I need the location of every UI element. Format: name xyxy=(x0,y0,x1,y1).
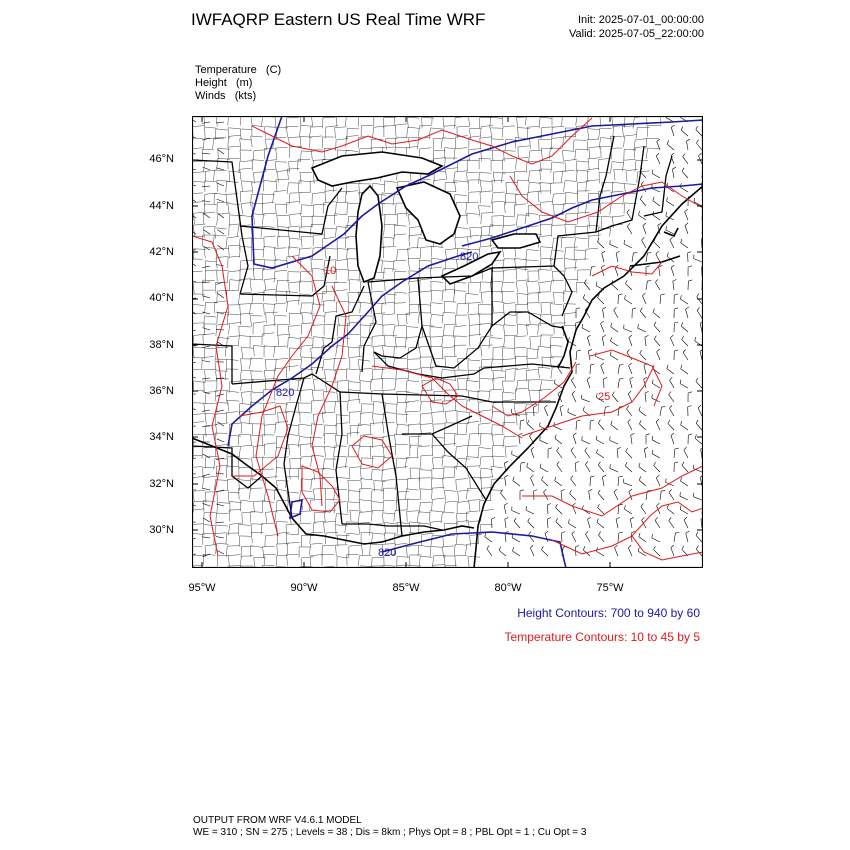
field-temperature: Temperature (C) xyxy=(195,64,282,76)
model-version: OUTPUT FROM WRF V4.6.1 MODEL xyxy=(193,815,362,826)
lat-label: 34°N xyxy=(149,431,174,443)
lon-label: 80°W xyxy=(494,582,522,594)
height-label-south: 820 xyxy=(378,547,397,559)
temp-label-10: 10 xyxy=(324,265,337,277)
temp-label-25: 25 xyxy=(598,391,611,403)
lon-label: 95°W xyxy=(188,582,216,594)
field-list xyxy=(195,64,281,103)
map-panel xyxy=(192,116,703,568)
lat-label: 44°N xyxy=(149,200,174,212)
height-label-west: 820 xyxy=(276,387,295,399)
lat-label: 46°N xyxy=(149,153,174,165)
field-height: Height (m) xyxy=(195,77,253,89)
init-time: Init: 2025-07-01_00:00:00 xyxy=(578,14,704,26)
model-info xyxy=(193,815,586,839)
lon-label: 90°W xyxy=(290,582,318,594)
temperature-legend: Temperature Contours: 10 to 45 by 5 xyxy=(504,630,700,644)
lat-label: 30°N xyxy=(149,524,174,536)
timestamp-block xyxy=(569,13,704,41)
chart-title: IWFAQRP Eastern US Real Time WRF xyxy=(191,10,486,29)
lat-label: 38°N xyxy=(149,339,174,351)
weather-map xyxy=(192,116,703,568)
field-winds: Winds (kts) xyxy=(195,90,257,102)
lat-label: 40°N xyxy=(149,292,174,304)
lat-label: 42°N xyxy=(149,246,174,258)
lat-label: 32°N xyxy=(149,478,174,490)
model-config: WE = 310 ; SN = 275 ; Levels = 38 ; Dis = 8km ; Phys Opt = 8 ; PBL Opt = 1 ; Cu Opt = 3 xyxy=(193,827,587,838)
height-legend: Height Contours: 700 to 940 by 60 xyxy=(517,606,700,620)
lon-label: 75°W xyxy=(596,582,624,594)
lat-label: 36°N xyxy=(149,385,174,397)
valid-time: Valid: 2025-07-05_22:00:00 xyxy=(569,28,704,40)
height-label-north: 820 xyxy=(460,251,479,263)
lon-label: 85°W xyxy=(392,582,420,594)
